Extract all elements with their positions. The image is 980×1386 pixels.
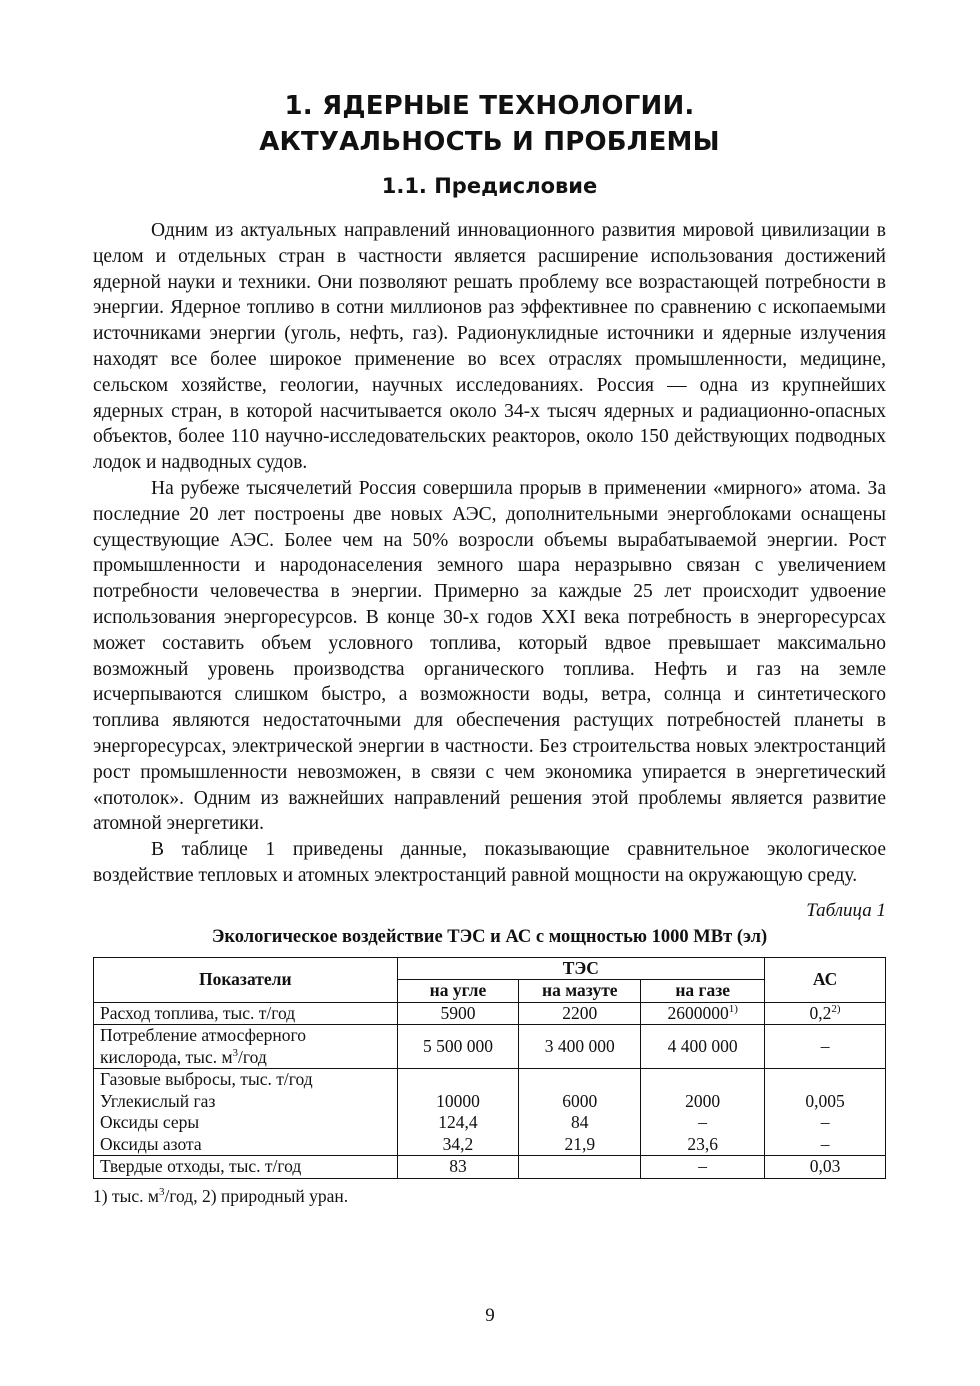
cell-fuel-gas-value: 2600000 bbox=[667, 1002, 729, 1023]
cell-co2-gas: 2000 bbox=[685, 1090, 721, 1111]
table-title: Экологическое воздействие ТЭС и АС с мощностью 1000 МВт (эл) bbox=[211, 926, 768, 947]
footnote-text-post: /год, 2) природный уран. bbox=[164, 1185, 349, 1206]
footnote-text-pre: 1) тыс. м bbox=[93, 1185, 159, 1206]
row-label-oxygen-sup: 3 bbox=[232, 1046, 239, 1059]
cell-co2-coal: 10000 bbox=[436, 1090, 480, 1111]
ecology-table bbox=[93, 957, 886, 1179]
header-tes: ТЭС bbox=[397, 957, 765, 980]
cell-fuel-as bbox=[765, 1002, 886, 1025]
footnote-mark-2: 2) bbox=[831, 1002, 841, 1015]
cell-emissions-as bbox=[765, 1069, 886, 1156]
row-label-oxygen bbox=[94, 1025, 398, 1069]
paragraph-1: Одним из актуальных направлений инновационного развития мировой цивилизации в целом и отдельных стран в частности является расширение использования достижений ядерной науки и техники. Они позволяют решать проблему все возрастающей потребности в энергии. Ядерное топливо в сотни миллионов раз эффективнее по сравнению с ископаемыми источниками энергии (уголь, нефть, газ). Радионуклидные источники и ядерные излучения находят все более широкое применение во всех отраслях промышленности, медицине, сельском хозяйстве, геологии, научных исследованиях. Россия — одна из крупнейших ядерных стран, в которой насчитывается около 34-х тысяч ядерных и радиационно-опасных объектов, более 110 научно-исследовательских реакторов, около 150 действующих подводных лодок и надводных судов. bbox=[93, 220, 886, 474]
cell-emissions-gas bbox=[641, 1069, 765, 1156]
cell-sox-coal: 124,4 bbox=[438, 1112, 478, 1133]
cell-sox-as: – bbox=[820, 1112, 830, 1133]
cell-fuel-as-value: 0,2 bbox=[809, 1002, 832, 1023]
cell-emissions-fuel-oil bbox=[519, 1069, 641, 1156]
table-row bbox=[94, 1002, 886, 1025]
cell-fuel-fuel-oil: 2200 bbox=[519, 1002, 641, 1025]
cell-solid-fuel-oil bbox=[519, 1156, 641, 1179]
cell-oxygen-as: – bbox=[765, 1025, 886, 1069]
footnote-sup: 3 bbox=[158, 1185, 165, 1198]
cell-oxygen-coal: 5 500 000 bbox=[397, 1025, 519, 1069]
cell-nox-gas: 23,6 bbox=[687, 1133, 718, 1154]
cell-fuel-coal: 5900 bbox=[397, 1002, 519, 1025]
cell-co2-fuel-oil: 6000 bbox=[562, 1090, 598, 1111]
row-label-emissions bbox=[94, 1069, 398, 1156]
table-row bbox=[94, 1156, 886, 1179]
table-row bbox=[94, 1025, 886, 1069]
cell-oxygen-gas: 4 400 000 bbox=[641, 1025, 765, 1069]
cell-co2-as: 0,005 bbox=[805, 1090, 845, 1111]
table-row bbox=[94, 1069, 886, 1156]
row-label-oxygen-line2: кислорода, тыс. м bbox=[100, 1046, 233, 1067]
chapter-title-line2: АКТУАЛЬНОСТЬ И ПРОБЛЕМЫ bbox=[259, 127, 720, 157]
section-title: 1.1. Предисловие bbox=[381, 174, 598, 198]
row-label-oxygen-unit: /год bbox=[238, 1046, 267, 1067]
cell-nox-as: – bbox=[820, 1133, 830, 1154]
cell-solid-gas: – bbox=[641, 1156, 765, 1179]
emissions-group-label: Газовые выбросы, тыс. т/год bbox=[100, 1069, 313, 1090]
cell-nox-coal: 34,2 bbox=[442, 1133, 474, 1154]
header-coal: на угле bbox=[397, 980, 519, 1003]
table-header-row bbox=[94, 957, 886, 980]
cell-solid-as: 0,03 bbox=[765, 1156, 886, 1179]
emissions-co2-label: Углекислый газ bbox=[100, 1090, 216, 1111]
cell-sox-fuel-oil: 84 bbox=[571, 1112, 589, 1133]
cell-oxygen-fuel-oil: 3 400 000 bbox=[519, 1025, 641, 1069]
chapter-title-line1: 1. ЯДЕРНЫЕ ТЕХНОЛОГИИ. bbox=[284, 91, 695, 121]
emissions-nox-label: Оксиды азота bbox=[100, 1133, 202, 1154]
footnote-mark-1: 1) bbox=[728, 1002, 738, 1015]
chapter-title bbox=[93, 88, 886, 160]
table-number: Таблица 1 bbox=[806, 899, 886, 921]
header-as: АС bbox=[765, 957, 886, 1002]
cell-emissions-coal bbox=[397, 1069, 519, 1156]
paragraph-3: В таблице 1 приведены данные, показывающие сравнительное экологическое воздействие тепловых и атомных электростанций равной мощности на окружающую среду. bbox=[93, 839, 886, 886]
row-label-fuel: Расход топлива, тыс. т/год bbox=[94, 1002, 398, 1025]
row-label-solid: Твердые отходы, тыс. т/год bbox=[94, 1156, 398, 1179]
emissions-sox-label: Оксиды серы bbox=[100, 1112, 200, 1133]
header-fuel-oil: на мазуте bbox=[519, 980, 641, 1003]
header-gas: на газе bbox=[641, 980, 765, 1003]
header-indicators: Показатели bbox=[94, 957, 398, 1002]
cell-fuel-gas bbox=[641, 1002, 765, 1025]
page-number: 9 bbox=[485, 1305, 495, 1326]
page-content bbox=[93, 88, 886, 1207]
cell-nox-fuel-oil: 21,9 bbox=[564, 1133, 596, 1154]
table-footnote bbox=[93, 1185, 886, 1207]
row-label-oxygen-line1: Потребление атмосферного bbox=[100, 1025, 307, 1046]
paragraph-2: На рубеже тысячелетий Россия совершила прорыв в применении «мирного» атома. За последние 20 лет построены две новых АЭС, дополнительными энергоблоками оснащены существующие АЭС. Более чем на 50% возросли объемы вырабатываемой энергии. Рост промышленности и народонаселения земного шара неразрывно связан с увеличением потребности человечества в энергии. Примерно за каждые 25 лет происходит удвоение использования энергоресурсов. В конце 30-х годов XXI века потребность в энергоресурсах может составить объем условного топлива, который вдвое превышает максимально возможный уровень производства органического топлива. Нефть и газ на земле исчерпываются слишком быстро, а возможности воды, ветра, солнца и синтетического топлива являются недостаточными для обеспечения растущих потребностей планеты в энергоресурсах, электрической энергии в частности. Без строительства новых электростанций рост промышленности невозможен, в связи с чем экономика упирается в энергетический «потолок». Одним из важнейших направлений решения этой проблемы является развитие атомной энергетики. bbox=[93, 477, 886, 835]
cell-sox-gas: – bbox=[698, 1112, 708, 1133]
cell-solid-coal: 83 bbox=[397, 1156, 519, 1179]
